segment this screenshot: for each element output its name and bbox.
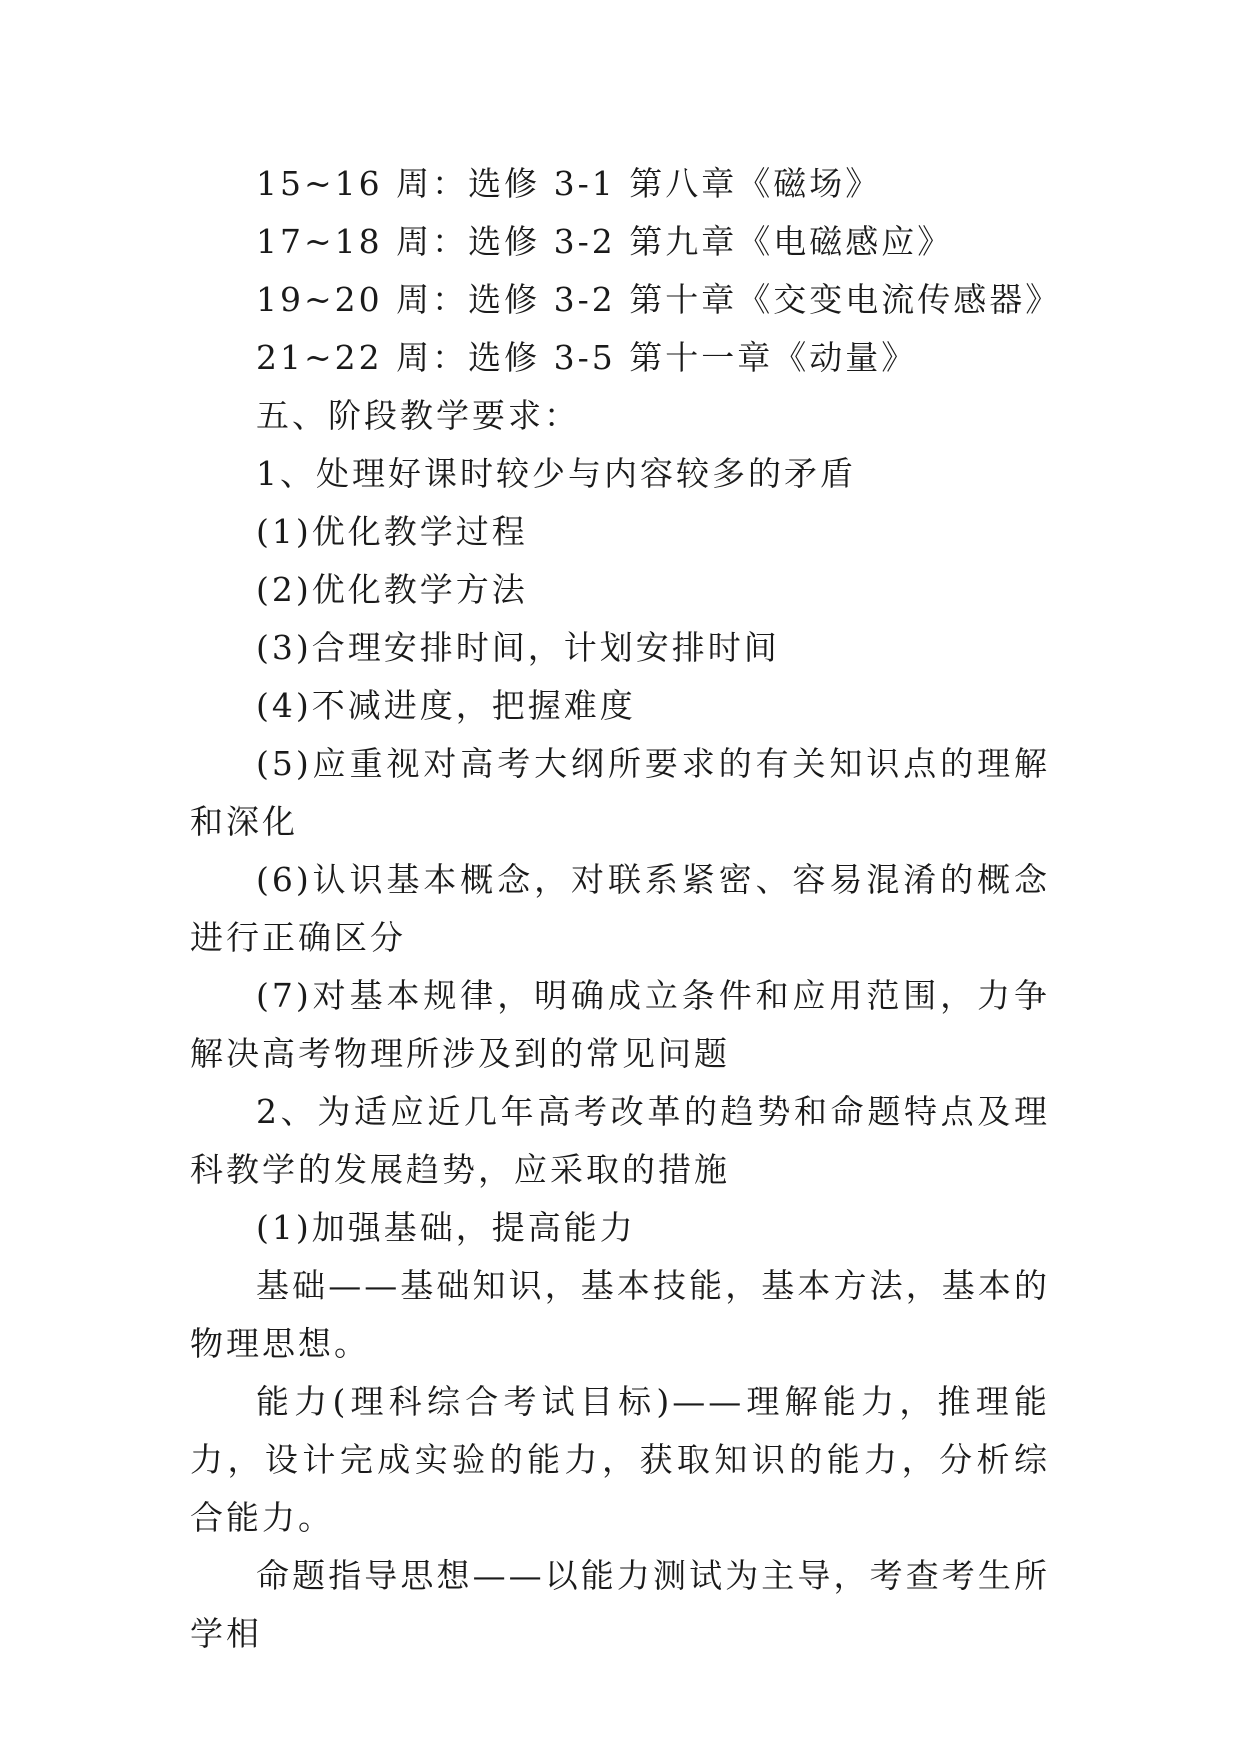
paragraph-subitem-3: (3)合理安排时间，计划安排时间 [256,628,780,667]
paragraph-ability-definition: 能力(理科综合考试目标)——理解能力，推理能力，设计完成实验的能力，获取知识的能力，分析综合能力。 [190,1382,1050,1537]
paragraph-item-2: 2、为适应近几年高考改革的趋势和命题特点及理科教学的发展趋势，应采取的措施 [190,1092,1050,1189]
paragraph-schedule-week-19-20: 19~20 周：选修 3-2 第十章《交变电流传感器》 [256,280,1062,319]
document-body [190,155,1062,1663]
paragraph-foundation-definition: 基础——基础知识，基本技能，基本方法，基本的物理思想。 [190,1266,1050,1363]
paragraph-measure-1: (1)加强基础，提高能力 [256,1208,636,1247]
paragraph-subitem-6: (6)认识基本概念，对联系紧密、容易混淆的概念进行正确区分 [190,860,1050,957]
paragraph-subitem-4: (4)不减进度，把握难度 [256,686,636,725]
paragraph-subitem-5: (5)应重视对高考大纲所要求的有关知识点的理解和深化 [190,744,1050,841]
paragraph-subitem-7: (7)对基本规律，明确成立条件和应用范围，力争解决高考物理所涉及到的常见问题 [190,976,1050,1073]
paragraph-schedule-week-17-18: 17~18 周：选修 3-2 第九章《电磁感应》 [256,222,954,261]
paragraph-subitem-2: (2)优化教学方法 [256,570,528,609]
paragraph-schedule-week-21-22: 21~22 周：选修 3-5 第十一章《动量》 [256,338,918,377]
paragraph-item-1: 1、处理好课时较少与内容较多的矛盾 [256,454,856,493]
paragraph-subitem-1: (1)优化教学过程 [256,512,528,551]
paragraph-schedule-week-15-16: 15~16 周：选修 3-1 第八章《磁场》 [256,164,882,203]
paragraph-guiding-principle: 命题指导思想——以能力测试为主导，考查考生所学相 [190,1556,1050,1653]
section-heading-teaching-requirements: 五、阶段教学要求： [256,396,580,435]
